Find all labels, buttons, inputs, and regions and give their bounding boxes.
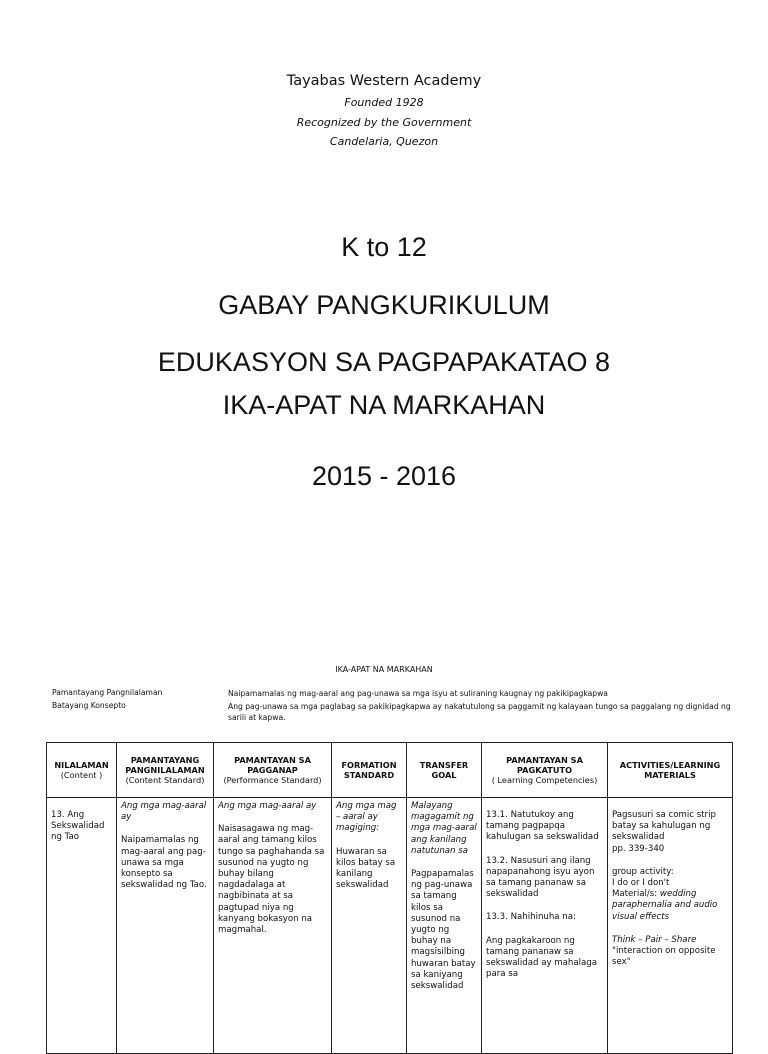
header-content-standard: PAMANTAYANG PANGNILALAMAN (Content Standard) bbox=[117, 743, 214, 798]
school-name: Tayabas Western Academy bbox=[286, 73, 482, 89]
cell-learning-competencies: 13.1. Natutukoy ang tamang pagpapqa kahulugan sa sekswalidad 13.2. Nasusuri ang ilang napapanahong isyu ayon sa tamang pananaw sa sekswalidad 13.3. Nahihinuha na: Ang pagkakaroon ng tamang pananaw sa sekswalidad ay mahalaga para sa bbox=[482, 798, 608, 1054]
quarter-heading: IKA-APAT NA MARKAHAN bbox=[335, 665, 433, 674]
cell-formation-standard: Ang mga mag – aaral ay magiging: Huwaran sa kilos batay sa kanilang sekswalidad bbox=[332, 798, 407, 1054]
title-curriculum-guide: GABAY PANGKURIKULUM bbox=[218, 290, 550, 320]
header-performance-standard: PAMANTAYAN SA PAGGANAP (Performance Standard) bbox=[214, 743, 332, 798]
content-standard-text: Naipamamalas ng mag-aaral ang pag-unawa sa mga isyu at suliraning kaugnay ng pakikipagkapwa bbox=[228, 689, 608, 698]
header-activities-materials: ACTIVITIES/LEARNING MATERIALS bbox=[608, 743, 733, 798]
content-standard-label: Pamantayang Pangnilalaman bbox=[52, 688, 163, 697]
title-school-year: 2015 - 2016 bbox=[311, 461, 457, 491]
title-subject: EDUKASYON SA PAGPAPAKATAO 8 bbox=[157, 347, 611, 377]
cell-transfer-goal: Malayang magagamit ng mga mag-aaral ang kanilang natutunan sa Pagpapamalas ng pag-unawa sa tamang kilos sa susunod na yugto ng buhay na magsisilbing huwaran batay sa kaniyang sekswalidad bbox=[407, 798, 482, 1054]
table-row bbox=[47, 798, 733, 1054]
founded-year: Founded 1928 bbox=[344, 96, 424, 109]
header-learning-competencies: PAMANTAYAN SA PAGKATUTO ( Learning Competencies) bbox=[482, 743, 608, 798]
table-header-row bbox=[47, 743, 733, 798]
cell-activities-materials: Pagsusuri sa comic strip batay sa kahulugan ng sekswalidad pp. 339-340 group activity: I do or I don't Material/s: wedding paraphernalia and audio visual effects Think – Pair – Share "interaction on opposite sex" bbox=[608, 798, 733, 1054]
title-quarter: IKA-APAT NA MARKAHAN bbox=[222, 390, 546, 420]
title-k-to-12: K to 12 bbox=[341, 232, 427, 262]
cell-performance-standard: Ang mga mag-aaral ay Naisasagawa ng mag-aaral ang tamang kilos tungo sa paghahanda sa susunod na yugto ng buhay bilang nagdadalaga at nagbibinata at sa pagtupad niya ng kanyang bokasyon na magmahal. bbox=[214, 798, 332, 1054]
header-content: NILALAMAN (Content ) bbox=[47, 743, 117, 798]
cell-content: 13. Ang Sekswalidad ng Tao bbox=[47, 798, 117, 1054]
header-transfer-goal: TRANSFER GOAL bbox=[407, 743, 482, 798]
recognition-text: Recognized by the Government bbox=[296, 116, 472, 129]
header-formation-standard: FORMATION STANDARD bbox=[332, 743, 407, 798]
basic-concept-text: Ang pag-unawa sa mga paglabag sa pakikipagkapwa ay nakatutulong sa paggamit ng kalayaan tungo sa paggalang ng dignidad ng sarili at kapwa. bbox=[228, 702, 731, 722]
school-location: Candelaria, Quezon bbox=[329, 135, 439, 148]
curriculum-table bbox=[46, 742, 733, 1054]
basic-concept-label: Batayang Konsepto bbox=[52, 701, 126, 710]
cell-content-standard: Ang mga mag-aaral ay Naipamamalas ng mag-aaral ang pag-unawa sa mga konsepto sa sekswalidad ng Tao. bbox=[117, 798, 214, 1054]
